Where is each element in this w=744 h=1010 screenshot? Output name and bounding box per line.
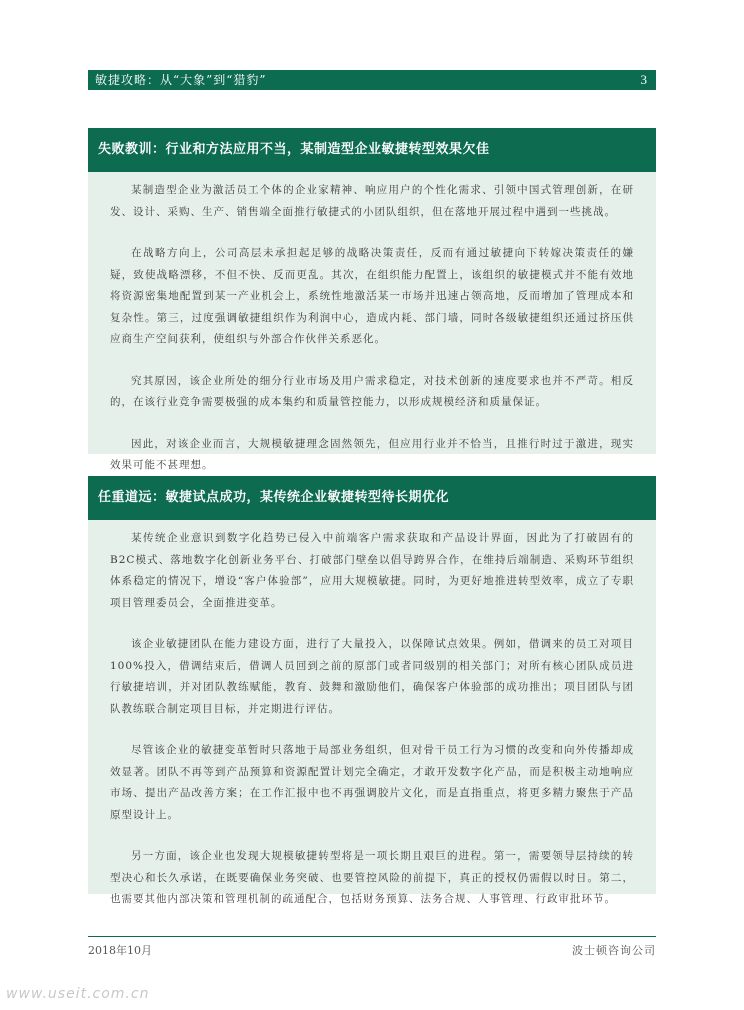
section-heading: 任重道远：敏捷试点成功，某传统企业敏捷转型待长期优化 [88, 476, 656, 520]
case-section-failure [88, 128, 656, 471]
paragraph: 该企业敏捷团队在能力建设方面，进行了大量投入，以保障试点效果。例如，借调来的员工对项目100%投入，借调结束后，借调人员回到之前的原部门或者同级别的相关部门；对所有核心团队成员进行敏捷培训，并对团队教练赋能，教育、鼓舞和激励他们，确保客户体验部的成功推出；项目团队与团队教练联合制定项目目标，并定期进行评估。 [110, 638, 634, 715]
section-body [88, 172, 656, 477]
paragraph: 在战略方向上，公司高层未承担起足够的战略决策责任，反而有通过敏捷向下转嫁决策责任的嫌疑，致使战略漂移，不但不快、反而更乱。其次，在组织能力配置上，该组织的敏捷模式并不能有效地将资源密集地配置到某一产业机会上，系统性地激活某一市场并迅速占领高地，反而增加了管理成本和复杂性。第三，过度强调敏捷组织作为利润中心，造成内耗、部门墙，同时各级敏捷组织还通过挤压供应商生产空间获利，使组织与外部合作伙伴关系恶化。 [110, 247, 634, 345]
paragraph: 某传统企业意识到数字化趋势已侵入中前端客户需求获取和产品设计界面，因此为了打破固有的B2C模式、落地数字化创新业务平台、打破部门壁垒以倡导跨界合作，在维持后端制造、采购环节组织体系稳定的情况下，增设“客户体验部”，应用大规模敏捷。同时，为更好地推进转型效率，成立了专职项目管理委员会，全面推进变革。 [110, 532, 634, 609]
paragraph: 因此，对该企业而言，大规模敏捷理念固然领先，但应用行业并不恰当，且推行时过于激进，现实效果可能不甚理想。 [110, 437, 634, 471]
paragraph: 究其原因，该企业所处的细分行业市场及用户需求稳定，对技术创新的速度要求也并不严苛。相反的，在该行业竞争需要极强的成本集约和质量管控能力，以形成规模经济和质量保证。 [110, 374, 634, 408]
paragraph: 尽管该企业的敏捷变革暂时只落地于局部业务组织，但对骨干员工行为习惯的改变和向外传播却成效显著。团队不再等到产品预算和资源配置计划完全确定，才敢开发数字化产品，而是积极主动地响应市场、提出产品改善方案；在工作汇报中也不再强调胶片文化，而是直指重点，将更多精力聚焦于产品原型设计上。 [110, 744, 634, 821]
paragraph: 某制造型企业为激活员工个体的企业家精神、响应用户的个性化需求、引领中国式管理创新，在研发、设计、采购、生产、销售端全面推行敏捷式的小团队组织，但在落地开展过程中遇到一些挑战。 [110, 184, 634, 218]
footer-date: 2018年10月 [88, 944, 152, 957]
footer-divider [88, 936, 656, 937]
watermark: www.useit.com.cn [6, 986, 150, 1002]
document-title: 敏捷攻略：从“大象”到“猎豹” [95, 73, 267, 87]
section-heading: 失败教训：行业和方法应用不当，某制造型企业敏捷转型效果欠佳 [88, 128, 656, 172]
paragraph: 另一方面，该企业也发现大规模敏捷转型将是一项长期且艰巨的进程。第一，需要领导层持续的转型决心和长久承诺，在既要确保业务突破、也要管控风险的前提下，真正的授权仍需假以时日。第二，也需要其他内部决策和管理机制的疏通配合，包括财务预算、法务合规、人事管理、行政审批环节。 [110, 850, 634, 905]
running-header [88, 70, 656, 90]
page-number: 3 [640, 72, 648, 87]
footer-company: 波士顿咨询公司 [572, 944, 656, 957]
case-section-ongoing [88, 476, 656, 905]
section-body [88, 520, 656, 911]
